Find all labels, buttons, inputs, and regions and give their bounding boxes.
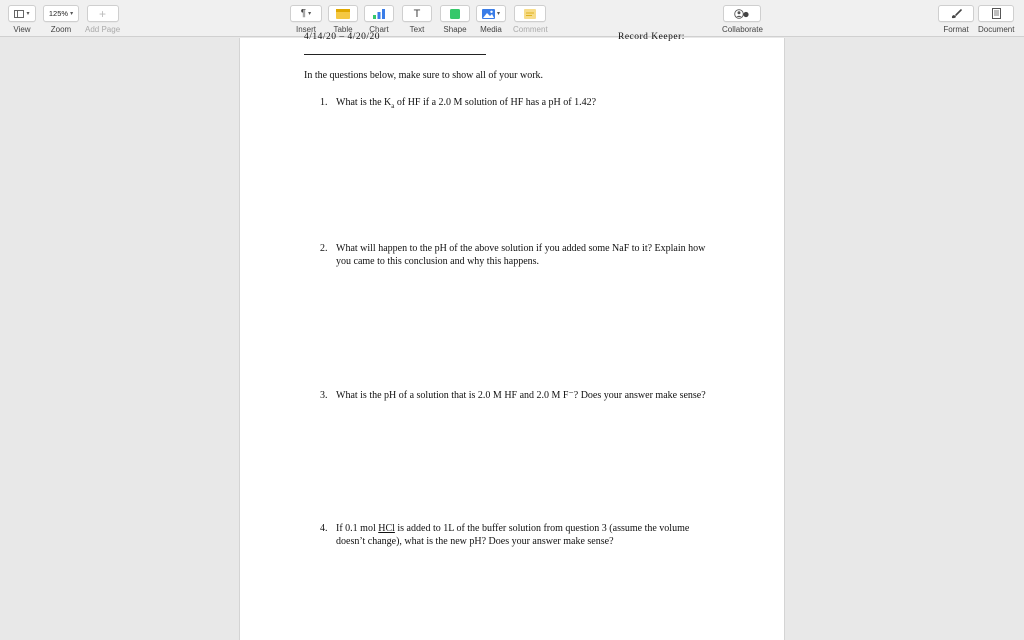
document-button[interactable] [978,5,1014,22]
comment-button[interactable] [514,5,546,22]
sidebar-icon [14,10,24,18]
paragraph-icon: ¶ [300,8,307,19]
question-2 [320,242,720,268]
hcl-underlined: HCl [378,523,395,534]
zoom-label: Zoom [50,25,72,34]
question-text: What is the pH of a solution that is 2.0 M HF and 2.0 M F⁻? Does your answer make sense? [336,390,706,401]
chevron-down-icon: ▾ [26,11,30,17]
subscript-a: a [391,102,395,110]
view-button[interactable] [8,5,36,22]
document-control[interactable] [978,5,1014,34]
zoom-select[interactable] [43,5,79,22]
record-keeper-text: Record Keeper: [618,32,685,42]
shape-button[interactable] [440,5,470,22]
question-text-part: If 0.1 mol [336,523,379,534]
insert-control[interactable] [290,5,322,34]
instructions-text: In the questions below, make sure to show all of your work. [304,70,544,81]
format-label: Format [943,25,969,34]
document-label: Document [978,25,1015,34]
view-control[interactable] [8,5,36,34]
question-text-part: is added to 1L of the buffer solution from question 3 (assume the volume doesn’t change), what is the new pH? Does your answer make sense? [336,523,690,547]
add-page-button[interactable] [87,5,119,22]
shape-control[interactable] [440,5,470,34]
question-number: 1. [320,97,328,108]
format-control[interactable] [938,5,974,34]
text-button[interactable] [402,5,432,22]
chart-icon [372,9,386,19]
media-icon [482,9,495,19]
chart-button[interactable] [364,5,394,22]
collaborate-control[interactable] [722,5,763,34]
paintbrush-icon [950,9,962,19]
shape-icon [450,9,460,19]
table-control[interactable] [328,5,358,34]
question-text-part: of HF if a 2.0 M solution of HF has a pH of 1.42? [394,97,597,108]
comment-icon [524,9,536,19]
insert-button[interactable] [290,5,322,22]
question-3 [320,389,720,402]
table-button[interactable] [328,5,358,22]
collaborate-icon [734,9,750,19]
table-icon [336,9,350,19]
view-label: View [13,25,31,34]
question-text [336,96,720,113]
comment-label: Comment [513,25,548,34]
chevron-down-icon: ▾ [308,11,312,17]
format-button[interactable] [938,5,974,22]
media-control[interactable] [476,5,506,34]
media-label: Media [480,25,502,34]
chart-control[interactable] [364,5,394,34]
text-control[interactable] [402,5,432,34]
question-4 [320,522,720,548]
document-canvas[interactable] [0,32,1024,640]
zoom-value: 125% [48,9,69,18]
table-label: Table [333,25,353,34]
chevron-down-icon: ▾ [70,11,74,17]
toolbar [0,0,1024,37]
document-icon [992,8,1001,19]
question-text [336,522,720,548]
question-number: 2. [320,243,328,254]
plus-icon: + [99,6,107,21]
media-button[interactable] [476,5,506,22]
question-1 [320,96,720,113]
date-range-text: 4/14/20 – 4/20/20 [304,32,381,42]
document-page[interactable] [239,32,785,640]
zoom-control[interactable] [43,5,79,34]
question-text: What will happen to the pH of the above solution if you added some NaF to it? Explain how you came to this conclusion and why this happens. [336,243,706,267]
add-page-control[interactable] [85,5,120,34]
text-icon: T [413,7,421,20]
question-number: 4. [320,523,328,534]
chart-label: Chart [369,25,389,34]
shape-label: Shape [443,25,467,34]
text-label: Text [409,25,425,34]
question-text-part: What is the K [336,97,392,108]
collaborate-button[interactable] [723,5,761,22]
question-number: 3. [320,390,328,401]
name-underline [304,54,486,55]
chevron-down-icon: ▾ [496,11,500,17]
insert-label: Insert [295,25,316,34]
comment-control[interactable] [513,5,548,34]
add-page-label: Add Page [85,25,121,34]
collaborate-label: Collaborate [722,25,763,34]
